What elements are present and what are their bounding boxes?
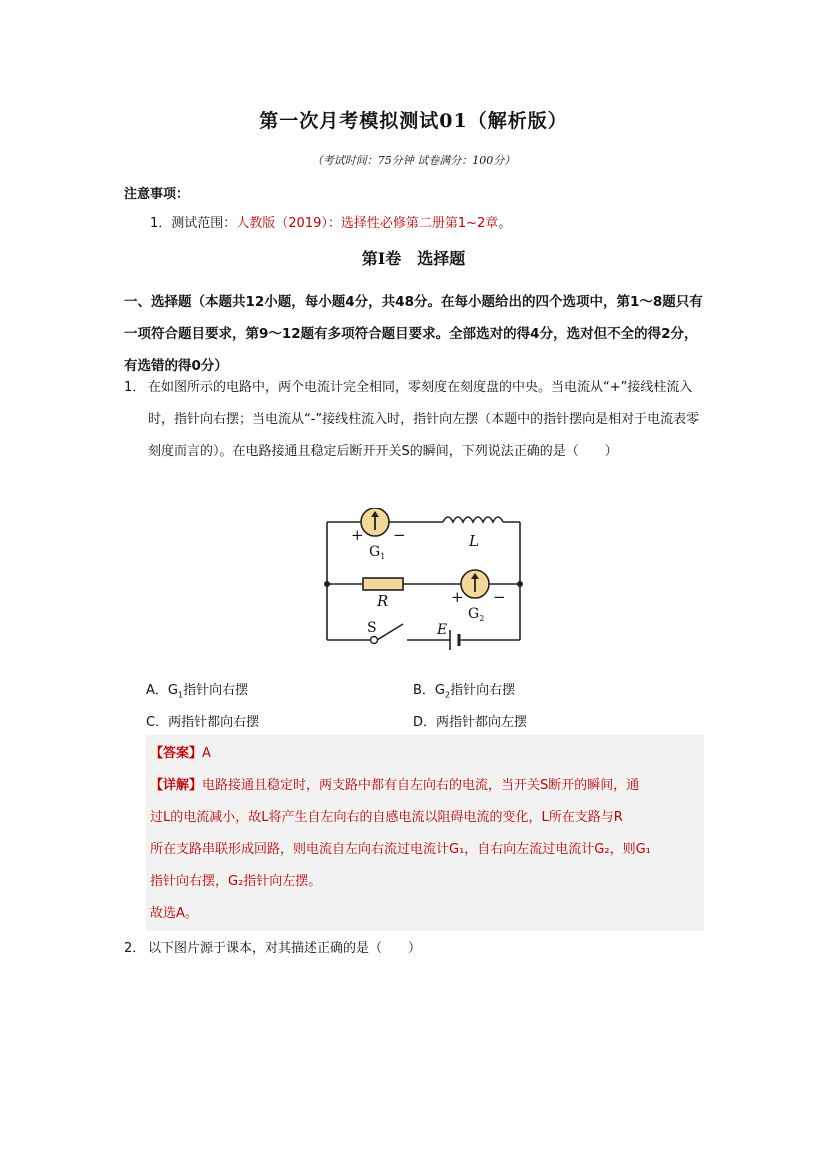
g1-minus-label: − xyxy=(393,526,406,544)
g2-minus-label: − xyxy=(493,588,506,606)
answer-label: 【答案】 xyxy=(150,746,203,761)
option-c-text: 两指针都向右摆 xyxy=(168,715,260,730)
section-heading xyxy=(0,246,827,269)
option-d-label: D． xyxy=(413,715,437,730)
option-a-meter: G xyxy=(167,683,178,698)
option-d-text: 两指针都向左摆 xyxy=(436,715,528,730)
resistor-label: R xyxy=(377,592,389,610)
detail-line-2: 过L的电流减小，故L将产生自左向右的自感电流以阻碍电流的变化，L所在支路与R xyxy=(150,810,623,825)
answer-value: A xyxy=(202,746,211,761)
g2-label: $G_2$ xyxy=(468,606,485,623)
section-part: 第Ⅰ卷 xyxy=(361,249,402,268)
option-c-label: C． xyxy=(146,715,169,730)
option-d[interactable] xyxy=(413,711,527,730)
notice-item-scope: 人教版（2019）：选择性必修第二册第1~2章 xyxy=(236,216,499,231)
galvanometer-g2-icon xyxy=(461,570,489,598)
galvanometer-g1-icon xyxy=(361,508,389,536)
option-a-meter-sub: 1 xyxy=(177,690,184,700)
option-b-label: B． xyxy=(413,683,435,698)
g1-label: $G_1$ xyxy=(369,544,386,561)
question-number: 1． xyxy=(124,380,146,395)
inductor-label: L xyxy=(469,532,479,550)
notice-item xyxy=(150,212,511,231)
detail-line-3: 所在支路串联形成回路，则电流自左向右流过电流计G₁，自右向左流过电流计G₂，则G₁ xyxy=(150,842,651,857)
option-c[interactable] xyxy=(146,711,259,730)
option-a[interactable] xyxy=(146,679,248,700)
circuit-diagram xyxy=(315,508,530,658)
switch-label: S xyxy=(367,620,377,636)
question-2-number: 2． xyxy=(124,941,146,956)
question-2-stem: 以下图片源于课本，对其描述正确的是（ ） xyxy=(148,941,422,956)
question-stem: 在如图所示的电路中，两个电流计完全相同，零刻度在刻度盘的中央。当电流从“+”接线柱流入时，指针向右摆；当电流从“-”接线柱流入时，指针向左摆（本题中的指针摆向是相对于电流表零刻度而言的）。在电路接通且稳定后断开开关S的瞬间，下列说法正确的是（ ） xyxy=(148,380,700,459)
option-b-meter: G xyxy=(434,683,445,698)
page-title: 第一次月考模拟测试01（解析版） xyxy=(259,110,568,132)
g2-plus-label: + xyxy=(451,588,464,606)
detail-line-1 xyxy=(150,770,702,802)
notice-item-prefix: 1．测试范围： xyxy=(150,216,237,231)
option-a-text: 指针向右摆 xyxy=(183,683,249,698)
conclusion-line: 故选A。 xyxy=(150,906,198,921)
junction-right xyxy=(517,581,523,587)
option-b-text: 指针向右摆 xyxy=(450,683,516,698)
battery-label: E xyxy=(437,622,448,638)
question-2 xyxy=(124,933,706,965)
notice-heading: 注意事项： xyxy=(124,187,190,202)
option-b-meter-sub: 2 xyxy=(445,690,451,700)
switch-icon xyxy=(371,637,378,644)
battery-icon xyxy=(450,630,459,650)
option-b[interactable] xyxy=(413,679,515,700)
question-1 xyxy=(124,372,706,468)
exam-subtitle: （考试时间：75分钟 试卷满分：100分） xyxy=(311,154,516,167)
option-a-label: A． xyxy=(146,683,168,698)
answer-line xyxy=(150,738,702,770)
part-instructions: 一、选择题（本题共12小题，每小题4分，共48分。在每小题给出的四个选项中，第1～8题只有一项符合题目要求，第9～12题有多项符合题目要求。全部选对的得4分，选对但不全的得2分，有选错的得0分） xyxy=(124,294,703,374)
junction-left xyxy=(324,581,330,587)
section-name: 选择题 xyxy=(417,249,466,268)
notice-item-suffix: 。 xyxy=(498,216,512,231)
detail-line-4: 指针向右摆，G₂指针向左摆。 xyxy=(150,874,322,889)
resistor-icon xyxy=(363,578,403,590)
detail-text-1: 电路接通且稳定时，两支路中都有自左向右的电流，当开关S断开的瞬间，通 xyxy=(202,778,640,793)
detail-label: 【详解】 xyxy=(150,778,203,793)
g1-plus-label: + xyxy=(351,526,364,544)
